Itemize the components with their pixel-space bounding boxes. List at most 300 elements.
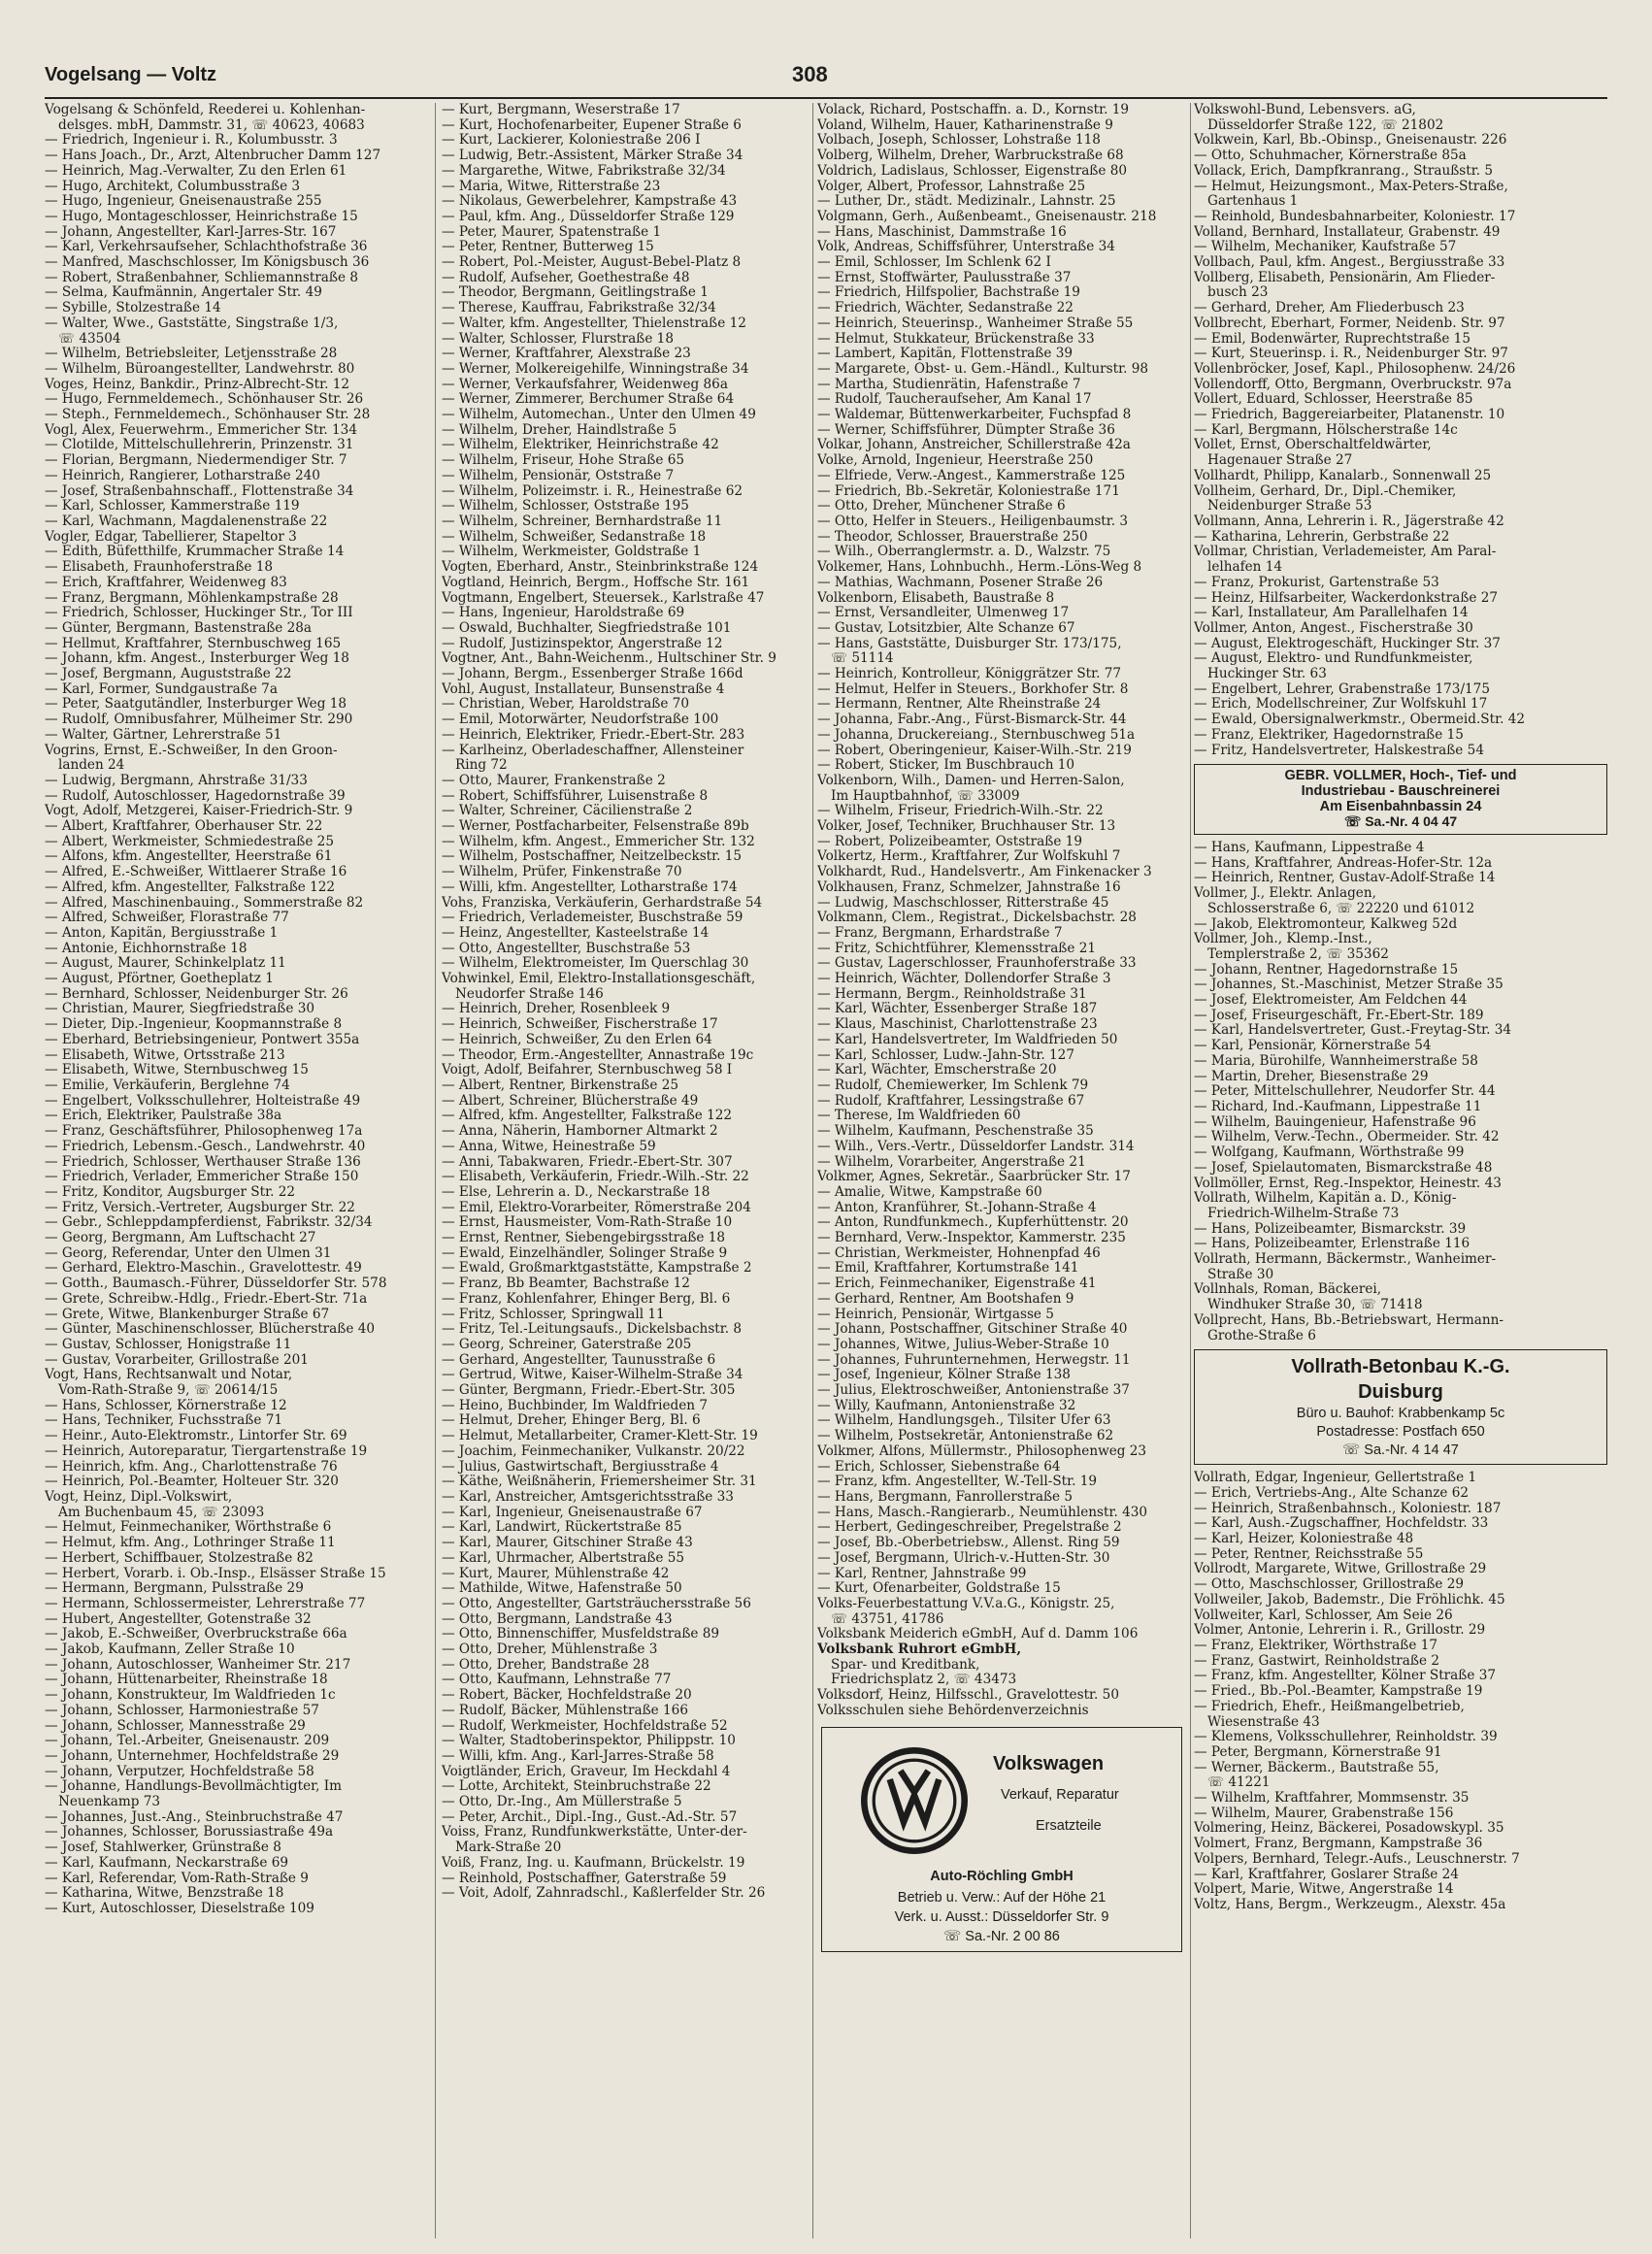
directory-entry: — Gerhard, Rentner, Am Bootshafen 9 <box>817 1291 1074 1307</box>
directory-entry: — Franz, kfm. Angestellter, W.-Tell-Str. 19 <box>817 1475 1098 1490</box>
directory-entry: — Wilhelm, Automechan., Unter den Ulmen 49 <box>442 408 756 423</box>
directory-entry: — Clotilde, Mittelschullehrerin, Prinzenstr. 31 <box>45 438 354 453</box>
directory-entry: — Wolfgang, Kaufmann, Wörthstraße 99 <box>1194 1145 1465 1161</box>
directory-entry: — Kurt, Hochofenarbeiter, Eupener Straße 6 <box>442 117 742 133</box>
directory-entry: — Erich, Schlosser, Siebenstraße 64 <box>817 1459 1061 1475</box>
directory-entry: — Wilhelm, Bauingenieur, Hafenstraße 96 <box>1194 1114 1476 1130</box>
directory-entry: Straße 30 <box>1207 1267 1274 1282</box>
directory-entry: — Richard, Ind.-Kaufmann, Lippestraße 11 <box>1194 1100 1482 1114</box>
directory-entry: — Franz, Elektriker, Hagedornstraße 15 <box>1194 727 1464 743</box>
directory-entry: — Albert, Schreiner, Blücherstraße 49 <box>442 1093 699 1109</box>
directory-entry: — Karl, Anstreicher, Amtsgerichtsstraße 33 <box>442 1489 734 1505</box>
directory-entry: — Herbert, Vorarb. i. Ob.-Insp., Elsässer Straße 15 <box>45 1566 386 1581</box>
directory-entry: — Friedrich, Verlademeister, Buschstraße 59 <box>442 911 743 926</box>
directory-entry: — Josef, Stahlwerker, Grünstraße 8 <box>45 1840 281 1856</box>
directory-entry: — Walter, kfm. Angestellter, Thielenstraße 12 <box>442 315 746 331</box>
directory-entry: — Gustav, Vorarbeiter, Grillostraße 201 <box>45 1352 309 1368</box>
directory-entry: — Werner, Verkaufsfahrer, Weidenweg 86a <box>442 377 728 392</box>
directory-entry: — Robert, Sticker, Im Buschbrauch 10 <box>817 758 1075 774</box>
directory-entry: — Johann, Verputzer, Hochfeldstraße 58 <box>45 1764 314 1779</box>
directory-entry: Vogt, Hans, Rechtsanwalt und Notar, <box>45 1368 293 1383</box>
directory-entry: — Fried., Bb.-Pol.-Beamter, Kampstraße 19 <box>1194 1684 1483 1700</box>
directory-entry: — Mathilde, Witwe, Hafenstraße 50 <box>442 1581 682 1597</box>
directory-entry: Volks-Feuerbestattung V.V.a.G., Königstr. 25, <box>817 1596 1115 1611</box>
directory-entry: — Emil, Kraftfahrer, Kortumstraße 141 <box>817 1261 1079 1276</box>
directory-entry: — Johannes, Fuhrunternehmen, Herwegstr. 11 <box>817 1352 1131 1368</box>
directory-entry: — Martha, Studienrätin, Hafenstraße 7 <box>817 377 1081 392</box>
directory-entry: — Anna, Witwe, Heinestraße 59 <box>442 1139 656 1154</box>
directory-entry: — Johann, Hüttenarbeiter, Rheinstraße 18 <box>45 1673 328 1688</box>
directory-entry: — Anton, Kranführer, St.-Johann-Straße 4 <box>817 1200 1097 1215</box>
directory-entry: — Josef, Spielautomaten, Bismarckstraße 48 <box>1194 1160 1493 1176</box>
directory-entry: — Theodor, Erm.-Angestellter, Annastraße 19c <box>442 1047 754 1063</box>
directory-entry: — Georg, Schreiner, Gaterstraße 205 <box>442 1337 692 1352</box>
column-2 <box>442 103 809 2238</box>
directory-entry: Voiß, Franz, Ing. u. Kaufmann, Brückelstr. 19 <box>442 1855 745 1871</box>
directory-entry: — Heinrich, Autoreparatur, Tiergartenstraße 19 <box>45 1443 368 1459</box>
directory-entry: — Hellmut, Kraftfahrer, Sternbuschweg 165 <box>45 636 342 651</box>
directory-entry: Mark-Straße 20 <box>455 1840 562 1856</box>
directory-entry: — Franz, Bb Beamter, Bachstraße 12 <box>442 1276 690 1292</box>
directory-entry: — Wilh., Vers.-Vertr., Düsseldorfer Landstr. 314 <box>817 1139 1135 1154</box>
directory-entry: — Hermann, Rentner, Alte Rheinstraße 24 <box>817 697 1102 713</box>
directory-entry: — Grete, Schreibw.-Hdlg., Friedr.-Ebert-Str. 71a <box>45 1291 368 1307</box>
directory-entry: — Johann, kfm. Angest., Insterburger Weg 18 <box>45 651 349 667</box>
directory-entry: — Walter, Wwe., Gaststätte, Singstraße 1/3, <box>45 315 339 331</box>
directory-entry: Volmer, Antonie, Lehrerin i. R., Grillostr. 29 <box>1194 1623 1486 1639</box>
directory-entry: — Hugo, Architekt, Columbusstraße 3 <box>45 179 301 194</box>
directory-entry: Volkmer, Agnes, Sekretär., Saarbrücker Str. 17 <box>817 1170 1131 1185</box>
directory-entry: — Ernst, Hausmeister, Vom-Rath-Straße 10 <box>442 1215 733 1231</box>
column-4-entries-a <box>1194 103 1607 758</box>
directory-entry: — Jakob, Elektromonteur, Kalkweg 52d <box>1194 916 1458 932</box>
directory-entry: — Heinrich, Elektriker, Friedr.-Ebert-Str. 283 <box>442 727 745 743</box>
directory-entry: — Anna, Näherin, Hamborner Altmarkt 2 <box>442 1124 718 1140</box>
directory-entry: — Otto, Binnenschiffer, Musfeldstraße 89 <box>442 1627 720 1642</box>
directory-entry: — Johanna, Fabr.-Ang., Fürst-Bismarck-Str. 44 <box>817 713 1127 728</box>
directory-entry: — Hans, Polizeibeamter, Bismarckstr. 39 <box>1194 1221 1467 1237</box>
directory-entry: Vollrodt, Margarete, Witwe, Grillostraße 29 <box>1194 1562 1487 1577</box>
directory-entry: — Friedrich, Wächter, Sedanstraße 22 <box>817 301 1074 316</box>
directory-entry: Volkwein, Karl, Bb.-Obinsp., Gneisenaustr. 226 <box>1194 133 1507 149</box>
directory-entry: — Karl, Kraftfahrer, Goslarer Straße 24 <box>1194 1867 1459 1882</box>
directory-entry: — Heinrich, Steuerinsp., Wanheimer Straße 55 <box>817 315 1134 331</box>
directory-entry: — Johannes, St.-Maschinist, Metzer Straße 35 <box>1194 978 1503 993</box>
directory-entry: — Hans, Schlosser, Körnerstraße 12 <box>45 1398 287 1413</box>
column-1 <box>45 103 423 2238</box>
directory-entry: Vogten, Eberhard, Anstr., Steinbrinkstraße 124 <box>442 560 759 576</box>
column-4-entries-c <box>1194 1471 1607 1912</box>
ad-company: Vollrath-Betonbau K.-G. <box>1291 1356 1510 1378</box>
directory-entry: — Walter, Schreiner, Cäcilienstraße 2 <box>442 804 693 819</box>
directory-entry: Volkemer, Hans, Lohnbuchh., Herm.-Löns-Weg 8 <box>817 560 1142 576</box>
directory-entry: — Antonie, Eichhornstraße 18 <box>45 941 248 956</box>
directory-entry: Volk, Andreas, Schiffsführer, Unterstraße 34 <box>817 240 1115 255</box>
directory-entry: Volpert, Marie, Witwe, Angerstraße 14 <box>1194 1882 1454 1898</box>
directory-entry: — Fritz, Handelsvertreter, Halskestraße 54 <box>1194 743 1484 758</box>
directory-entry: — Helmut, Dreher, Ehinger Berg, Bl. 6 <box>442 1413 701 1429</box>
directory-entry: Windhuker Straße 30, ☏ 71418 <box>1207 1298 1423 1313</box>
directory-entry: Vollmer, Joh., Klemp.-Inst., <box>1194 932 1372 947</box>
directory-entry: Vogelsang & Schönfeld, Reederei u. Kohlenhan- <box>45 103 366 117</box>
directory-entry: — Jakob, Kaufmann, Zeller Straße 10 <box>45 1642 295 1658</box>
directory-entry: Vollmar, Christian, Verlademeister, Am Paral- <box>1194 545 1497 560</box>
directory-entry: Vogtmann, Engelbert, Steuersek., Karlstraße 47 <box>442 590 765 606</box>
directory-entry: — Gebr., Schleppdampferdienst, Fabrikstr. 32/34 <box>45 1215 373 1231</box>
directory-entry: — Johann, Postschaffner, Gitschiner Straße 40 <box>817 1322 1128 1338</box>
directory-entry: — Johann, Schlosser, Harmoniestraße 57 <box>45 1703 319 1718</box>
directory-entry: Wiesenstraße 43 <box>1207 1714 1320 1730</box>
directory-entry: — Peter, Rentner, Reichsstraße 55 <box>1194 1546 1424 1562</box>
directory-entry: — Fritz, Schichtführer, Klemensstraße 21 <box>817 941 1097 956</box>
directory-entry: — Johanne, Handlungs-Bevollmächtigter, Im <box>45 1779 343 1795</box>
directory-entry: — Friedrich, Bb.-Sekretär, Koloniestraße 171 <box>817 483 1120 499</box>
directory-entry: — Hermann, Schlossermeister, Lehrerstraße 77 <box>45 1596 366 1611</box>
directory-entry: — Amalie, Witwe, Kampstraße 60 <box>817 1184 1042 1200</box>
directory-entry: — Otto, Dreher, Münchener Straße 6 <box>817 499 1066 514</box>
directory-entry: Volgmann, Gerh., Außenbeamt., Gneisenaustr. 218 <box>817 209 1157 224</box>
directory-entry: — Eberhard, Betriebsingenieur, Pontwert 355a <box>45 1032 360 1047</box>
directory-entry: Volkenborn, Elisabeth, Baustraße 8 <box>817 590 1055 606</box>
directory-entry: Volkertz, Herm., Kraftfahrer, Zur Wolfskuhl 7 <box>817 849 1121 865</box>
directory-entry: — Wilhelm, Postschaffner, Neitzelbeckstr. 15 <box>442 849 743 865</box>
directory-entry: — Käthe, Weißnäherin, Friemersheimer Str. 31 <box>442 1475 757 1490</box>
directory-entry: Volger, Albert, Professor, Lahnstraße 25 <box>817 179 1086 194</box>
directory-entry: — Georg, Bergmann, Am Luftschacht 27 <box>45 1231 316 1246</box>
directory-entry: Vollberg, Elisabeth, Pensionärin, Am Flieder- <box>1194 270 1496 285</box>
directory-entry: — Walter, Schlosser, Flurstraße 18 <box>442 331 674 347</box>
directory-entry: — Therese, Im Waldfrieden 60 <box>817 1109 1021 1124</box>
vw-company: Auto-Röchling GmbH <box>930 1868 1074 1884</box>
directory-entry: Volkhausen, Franz, Schmelzer, Jahnstraße 16 <box>817 879 1121 895</box>
directory-entry: — Karl, Wächter, Emscherstraße 20 <box>817 1063 1057 1078</box>
directory-entry: — Robert, Polizeibeamter, Oststraße 19 <box>817 834 1082 849</box>
directory-entry: — Friedrich, Baggereiarbeiter, Platanenstr. 10 <box>1194 408 1505 423</box>
directory-entry: — Wilhelm, Friseur, Hohe Straße 65 <box>442 453 685 469</box>
directory-entry: — August, Elektrogeschäft, Huckinger Str. 37 <box>1194 636 1501 651</box>
directory-entry: — Fritz, Versich.-Vertreter, Augsburger Str. 22 <box>45 1200 355 1215</box>
directory-entry: — Emil, Bodenwärter, Ruprechtstraße 15 <box>1194 331 1470 347</box>
directory-entry: — Wilhelm, Elektriker, Heinrichstraße 42 <box>442 438 719 453</box>
header-rule <box>45 97 1607 99</box>
running-head: Vogelsang — Voltz <box>45 64 217 85</box>
directory-entry: — Wilhelm, Friseur, Friedrich-Wilh.-Str. 22 <box>817 804 1104 819</box>
directory-entry: Volke, Arnold, Ingenieur, Heerstraße 250 <box>817 453 1094 469</box>
directory-entry: Vollbrecht, Eberhart, Former, Neidenb. Str. 97 <box>1194 315 1505 331</box>
directory-entry: — Wilhelm, Kaufmann, Peschenstraße 35 <box>817 1124 1094 1140</box>
directory-entry: Vollack, Erich, Dampfkranrang., Straußstr. 5 <box>1194 163 1494 179</box>
directory-entry: — Karl, Handelsvertreter, Im Waldfrieden 50 <box>817 1032 1118 1047</box>
directory-entry: — Hans, Kraftfahrer, Andreas-Hofer-Str. 12a <box>1194 855 1493 871</box>
directory-entry: — Rudolf, Omnibusfahrer, Mülheimer Str. 290 <box>45 713 353 728</box>
directory-entry: — Josef, Straßenbahnschaff., Flottenstraße 34 <box>45 483 354 499</box>
directory-entry: — August, Pförtner, Goetheplatz 1 <box>45 972 274 987</box>
directory-entry: — Johann, Unternehmer, Hochfeldstraße 29 <box>45 1748 340 1764</box>
directory-entry: Voigt, Adolf, Beifahrer, Sternbuschweg 58 I <box>442 1063 733 1078</box>
directory-entry: — Werner, Kraftfahrer, Alexstraße 23 <box>442 347 691 362</box>
directory-entry: — August, Elektro- und Rundfunkmeister, <box>1194 651 1473 667</box>
directory-entry: — Helmut, Feinmechaniker, Wörthstraße 6 <box>45 1520 332 1536</box>
directory-entry: — Rudolf, Bäcker, Mühlenstraße 166 <box>442 1703 688 1718</box>
directory-entry: — Erich, Feinmechaniker, Eigenstraße 41 <box>817 1276 1097 1292</box>
directory-entry: — Johann, Angestellter, Karl-Jarres-Str. 167 <box>45 224 337 240</box>
directory-entry: — Katharina, Lehrerin, Gerbstraße 22 <box>1194 529 1450 545</box>
directory-entry: — Bernhard, Verw.-Inspektor, Kammerstr. 235 <box>817 1231 1126 1246</box>
directory-entry: Voldrich, Ladislaus, Schlosser, Eigenstraße 80 <box>817 163 1128 179</box>
column-3-entries <box>817 103 1186 1719</box>
directory-entry: — Willi, kfm. Angestellter, Lotharstraße 174 <box>442 879 738 895</box>
directory-entry: — Joachim, Feinmechaniker, Vulkanstr. 20/22 <box>442 1443 745 1459</box>
directory-entry: — Wilhelm, Schweißer, Sedanstraße 18 <box>442 529 707 545</box>
directory-entry: — Karl, Pensionär, Körnerstraße 54 <box>1194 1039 1432 1054</box>
directory-entry: — Hermann, Bergmann, Pulsstraße 29 <box>45 1581 304 1597</box>
directory-entry: — Karl, Bergmann, Hölscherstraße 14c <box>1194 422 1458 438</box>
directory-entry: — Anton, Kapitän, Bergiusstraße 1 <box>45 925 279 941</box>
directory-entry: — Karl, Kaufmann, Neckarstraße 69 <box>45 1855 289 1871</box>
directory-entry: busch 23 <box>1207 285 1269 301</box>
directory-entry: — Robert, Schiffsführer, Luisenstraße 8 <box>442 788 709 804</box>
column-divider <box>435 103 436 2238</box>
directory-entry: — Otto, Angestellter, Buschstraße 53 <box>442 941 691 956</box>
directory-entry: — Elisabeth, Witwe, Ortsstraße 213 <box>45 1047 285 1063</box>
directory-entry: — Josef, Bb.-Oberbetriebsw., Allenst. Ring 59 <box>817 1536 1120 1551</box>
ad-line: Industriebau - Bauschreinerei <box>1301 782 1501 799</box>
directory-entry: — Franz, Geschäftsführer, Philosophenweg 17a <box>45 1124 363 1140</box>
directory-entry: — Engelbert, Volksschullehrer, Holteistraße 49 <box>45 1093 361 1109</box>
directory-entry: Voiss, Franz, Rundfunkwerkstätte, Unter-der- <box>442 1825 747 1840</box>
directory-entry: — Walter, Stadtoberinspektor, Philippstr. 10 <box>442 1734 736 1749</box>
directory-entry: — Heinrich, kfm. Ang., Charlottenstraße 76 <box>45 1459 338 1475</box>
directory-entry: Schlosserstraße 6, ☏ 22220 und 61012 <box>1207 901 1475 916</box>
directory-entry: — Karl, Installateur, Am Parallelhafen 14 <box>1194 606 1469 621</box>
directory-entry: Vollprecht, Hans, Bb.-Betriebswart, Hermann- <box>1194 1312 1504 1328</box>
directory-entry: Ring 72 <box>455 758 508 774</box>
directory-entry: — Hans Joach., Dr., Arzt, Altenbrucher Damm 127 <box>45 149 381 164</box>
directory-entry: Vohs, Franziska, Verkäuferin, Gerhardstraße 54 <box>442 895 763 911</box>
vw-address-2: Verk. u. Ausst.: Düsseldorfer Str. 9 <box>894 1908 1109 1925</box>
directory-entry: — Christian, Weber, Haroldstraße 70 <box>442 697 689 713</box>
directory-entry: Vom-Rath-Straße 9, ☏ 20614/15 <box>58 1383 279 1399</box>
directory-entry: — Elfriede, Verw.-Angest., Kammerstraße 125 <box>817 468 1126 483</box>
directory-entry: — Wilhelm, Prüfer, Finkenstraße 70 <box>442 865 682 880</box>
directory-entry: Vollrath, Wilhelm, Kapitän a. D., König- <box>1194 1191 1457 1207</box>
directory-entry: Vollheim, Gerhard, Dr., Dipl.-Chemiker, <box>1194 483 1457 499</box>
directory-entry: — Peter, Archit., Dipl.-Ing., Gust.-Ad.-Str. 57 <box>442 1809 738 1825</box>
directory-entry: — Otto, Dreher, Bandstraße 28 <box>442 1657 650 1673</box>
vw-address-1: Betrieb u. Verw.: Auf der Höhe 21 <box>897 1889 1107 1906</box>
directory-entry: Volack, Richard, Postschaffn. a. D., Kornstr. 19 <box>817 103 1130 117</box>
directory-entry: Vollmöller, Ernst, Reg.-Inspektor, Heinestr. 43 <box>1194 1176 1502 1191</box>
directory-entry: — Elisabeth, Fraunhoferstraße 18 <box>45 560 274 576</box>
directory-entry: — Katharina, Witwe, Benzstraße 18 <box>45 1886 284 1902</box>
directory-entry: Volmering, Heinz, Bäckerei, Posadowskypl. 35 <box>1194 1821 1504 1837</box>
directory-entry: — Hugo, Montageschlosser, Heinrichstraße 15 <box>45 209 358 224</box>
directory-entry: — Edith, Büfetthilfe, Krummacher Straße 14 <box>45 545 345 560</box>
directory-entry: delsges. mbH, Dammstr. 31, ☏ 40623, 40683 <box>58 117 365 133</box>
directory-entry: — Erich, Modellschreiner, Zur Wolfskuhl 17 <box>1194 697 1488 713</box>
directory-entry: — Elisabeth, Verkäuferin, Friedr.-Wilh.-Str. 22 <box>442 1170 749 1185</box>
directory-entry: — Florian, Bergmann, Niedermendiger Str. 7 <box>45 453 347 469</box>
directory-entry: — Julius, Gastwirtschaft, Bergiusstraße 4 <box>442 1459 719 1475</box>
directory-entry: — Anton, Rundfunkmech., Kupferhüttenstr. 20 <box>817 1215 1129 1231</box>
directory-entry: — Franz, Bergmann, Erhardstraße 7 <box>817 925 1063 941</box>
directory-entry: — Maria, Witwe, Ritterstraße 23 <box>442 179 661 194</box>
page-header <box>45 58 1607 97</box>
directory-entry: — Peter, Maurer, Spatenstraße 1 <box>442 224 662 240</box>
vw-parts: Ersatzteile <box>1036 1817 1102 1834</box>
directory-entry: — Ewald, Großmarktgaststätte, Kampstraße 2 <box>442 1261 752 1276</box>
directory-entry: Vollendorff, Otto, Bergmann, Overbruckstr. 97a <box>1194 377 1512 392</box>
directory-entry: Spar- und Kreditbank, <box>831 1657 980 1673</box>
directory-entry: — Ernst, Rentner, Siebengebirgsstraße 18 <box>442 1231 726 1246</box>
ad-phone: ☏ Sa.-Nr. 4 04 47 <box>1343 813 1458 830</box>
directory-entry: — Otto, Helfer in Steuers., Heiligenbaumstr. 3 <box>817 514 1129 529</box>
directory-entry: — Gertrud, Witwe, Kaiser-Wilhelm-Straße 34 <box>442 1368 743 1383</box>
directory-entry: — Manfred, Maschschlosser, Im Königsbusch 36 <box>45 255 370 271</box>
directory-entry: — Karl, Uhrmacher, Albertstraße 55 <box>442 1550 685 1566</box>
directory-entry: — Reinhold, Postschaffner, Gaterstraße 59 <box>442 1871 727 1886</box>
directory-entry: — Otto, Schuhmacher, Körnerstraße 85a <box>1194 149 1467 164</box>
directory-entry: Vollenbröcker, Josef, Kapl., Philosophenw. 24/26 <box>1194 361 1516 377</box>
directory-entry: Grothe-Straße 6 <box>1207 1328 1316 1343</box>
directory-entry: — Ewald, Obersignalwerkmstr., Obermeid.Str. 42 <box>1194 713 1526 728</box>
directory-entry: — Johann, Tel.-Arbeiter, Gneisenaustr. 209 <box>45 1734 330 1749</box>
directory-entry: — Ludwig, Bergmann, Ahrstraße 31/33 <box>45 773 308 788</box>
directory-entry: — Fritz, Tel.-Leitungsaufs., Dickelsbachstr. 8 <box>442 1322 743 1338</box>
directory-entry: — Theodor, Schlosser, Brauerstraße 250 <box>817 529 1088 545</box>
directory-entry: — Willy, Kaufmann, Antonienstraße 32 <box>817 1398 1076 1413</box>
directory-entry: — Martin, Dreher, Biesenstraße 29 <box>1194 1069 1429 1084</box>
directory-entry: — Alfred, E.-Schweißer, Wittlaerer Straße 16 <box>45 865 347 880</box>
directory-entry: — Friedrich, Schlosser, Huckinger Str., Tor III <box>45 606 353 621</box>
directory-entry: — Theodor, Bergmann, Geitlingstraße 1 <box>442 285 709 301</box>
directory-entry: Am Buchenbaum 45, ☏ 23093 <box>58 1505 265 1520</box>
directory-entry: — Wilhelm, Vorarbeiter, Angerstraße 21 <box>817 1154 1086 1170</box>
directory-entry: Vohwinkel, Emil, Elektro-Installationsgeschäft, <box>442 972 756 987</box>
directory-entry: — Johannes, Schlosser, Borussiastraße 49a <box>45 1825 334 1840</box>
directory-entry: — Elisabeth, Witwe, Sternbuschweg 15 <box>45 1063 309 1078</box>
directory-entry: — Wilhelm, Handlungsgeh., Tilsiter Ufer 63 <box>817 1413 1111 1429</box>
directory-entry: — Emilie, Verkäuferin, Berglehne 74 <box>45 1078 290 1093</box>
directory-entry: — Oswald, Buchhalter, Siegfriedstraße 101 <box>442 620 732 636</box>
directory-entry: — Otto, Dr.-Ing., Am Müllerstraße 5 <box>442 1795 682 1810</box>
directory-entry: — Günter, Bergmann, Friedr.-Ebert-Str. 305 <box>442 1383 736 1399</box>
directory-entry: — Hermann, Bergm., Reinholdstraße 31 <box>817 986 1087 1002</box>
directory-entry: — Werner, Zimmerer, Berchumer Straße 64 <box>442 392 735 408</box>
directory-entry: — Franz, kfm. Angestellter, Kölner Straße 37 <box>1194 1669 1497 1684</box>
directory-entry: — Klemens, Volksschullehrer, Reinholdstr. 39 <box>1194 1730 1498 1745</box>
directory-entry: — Otto, Maurer, Frankenstraße 2 <box>442 773 666 788</box>
directory-entry: — Josef, Bergmann, Auguststraße 22 <box>45 667 292 682</box>
directory-entry: — Karl, Former, Sundgaustraße 7a <box>45 681 278 697</box>
directory-entry: — Wilhelm, Postsekretär, Antonienstraße 62 <box>817 1429 1114 1444</box>
directory-entry: Gartenhaus 1 <box>1207 194 1299 210</box>
directory-entry: — Johann, Konstrukteur, Im Waldfrieden 1c <box>45 1688 336 1704</box>
directory-entry: — Reinhold, Bundesbahnarbeiter, Koloniestr. 17 <box>1194 209 1516 224</box>
page-number: 308 <box>792 62 828 86</box>
directory-entry: — Rudolf, Justizinspektor, Angerstraße 12 <box>442 636 723 651</box>
vollrath-betonbau-ad <box>1194 1349 1607 1465</box>
directory-entry: — Herbert, Gedingeschreiber, Pregelstraße 2 <box>817 1520 1122 1536</box>
directory-entry: — Kurt, Maurer, Mühlenstraße 42 <box>442 1566 670 1581</box>
directory-entry: — Helmut, Metallarbeiter, Cramer-Klett-Str. 19 <box>442 1429 758 1444</box>
directory-entry: Volpers, Bernhard, Telegr.-Aufs., Leuschnerstr. 7 <box>1194 1851 1520 1867</box>
directory-entry: — Albert, Kraftfahrer, Oberhauser Str. 22 <box>45 819 323 835</box>
directory-entry: Vogt, Adolf, Metzgerei, Kaiser-Friedrich-Str. 9 <box>45 804 353 819</box>
directory-entry: — Wilhelm, Pensionär, Oststraße 7 <box>442 468 675 483</box>
column-divider <box>812 103 813 2238</box>
directory-entry: Düsseldorfer Straße 122, ☏ 21802 <box>1207 117 1444 133</box>
directory-entry: Vollmer, J., Elektr. Anlagen, <box>1194 886 1376 902</box>
directory-entry: Volker, Josef, Techniker, Bruchhauser Str. 13 <box>817 819 1116 835</box>
directory-entry: — Otto, Bergmann, Landstraße 43 <box>442 1611 673 1627</box>
directory-entry: — Anni, Tabakwaren, Friedr.-Ebert-Str. 307 <box>442 1154 733 1170</box>
directory-entry: Volksbank Ruhrort eGmbH, <box>817 1642 1022 1658</box>
directory-entry: — Josef, Ingenieur, Kölner Straße 138 <box>817 1368 1071 1383</box>
directory-entry: — Werner, Bäckerm., Bautstraße 55, <box>1194 1760 1439 1775</box>
directory-entry: Volksbank Meiderich eGmbH, Auf d. Damm 106 <box>817 1627 1139 1642</box>
directory-entry: — Wilhelm, Schlosser, Oststraße 195 <box>442 499 689 514</box>
directory-entry: — Kurt, Bergmann, Weserstraße 17 <box>442 103 680 117</box>
directory-entry: — Luther, Dr., städt. Medizinalr., Lahnstr. 25 <box>817 194 1116 210</box>
directory-entry: Vollbach, Paul, kfm. Angest., Bergiusstraße 33 <box>1194 255 1505 271</box>
directory-entry: — Franz, Kohlenfahrer, Ehinger Berg, Bl. 6 <box>442 1291 731 1307</box>
directory-entry: ☏ 43751, 41786 <box>831 1611 944 1627</box>
directory-entry: — Alfred, Schweißer, Florastraße 77 <box>45 911 289 926</box>
directory-entry: Vogl, Alex, Feuerwehrm., Emmericher Str. 134 <box>45 422 357 438</box>
directory-entry: — Karl, Landwirt, Rückertstraße 85 <box>442 1520 682 1536</box>
ad-line: Büro u. Bauhof: Krabbenkamp 5c <box>1296 1406 1505 1422</box>
directory-entry: — Ernst, Stoffwärter, Paulusstraße 37 <box>817 270 1072 285</box>
directory-entry: — Karl, Wächter, Essenberger Straße 187 <box>817 1002 1098 1017</box>
directory-entry: — Wilhelm, Verw.-Techn., Obermeider. Str. 42 <box>1194 1130 1500 1145</box>
directory-entry: — Alfred, kfm. Angestellter, Falkstraße 122 <box>45 879 336 895</box>
directory-entry: — Ernst, Versandleiter, Ulmenweg 17 <box>817 606 1070 621</box>
directory-entry: Vollmann, Anna, Lehrerin i. R., Jägerstraße 42 <box>1194 514 1504 529</box>
directory-entry: — Heinz, Hilfsarbeiter, Wackerdonkstraße 27 <box>1194 590 1499 606</box>
directory-entry: — Karl, Schlosser, Kammerstraße 119 <box>45 499 300 514</box>
directory-entry: — Wilhelm, Betriebsleiter, Letjensstraße 28 <box>45 347 338 362</box>
column-4-entries-b <box>1194 841 1607 1343</box>
directory-entry: — Josef, Friseurgeschäft, Fr.-Ebert-Str. 189 <box>1194 1008 1484 1023</box>
vw-services: Verkauf, Reparatur <box>1001 1786 1119 1803</box>
vw-logo-icon <box>861 1747 968 1854</box>
directory-entry: — Friedrich, Ehefr., Heißmangelbetrieb, <box>1194 1699 1465 1714</box>
directory-entry: Vogtland, Heinrich, Bergm., Hoffsche Str. 161 <box>442 575 750 590</box>
directory-entry: — Dieter, Dip.-Ingenieur, Koopmannstraße 8 <box>45 1017 343 1033</box>
directory-entry: — Otto, Dreher, Mühlenstraße 3 <box>442 1642 658 1658</box>
directory-entry: ☏ 43504 <box>58 331 121 347</box>
directory-entry: Vollet, Ernst, Oberschaltfeldwärter, <box>1194 438 1432 453</box>
directory-entry: — Wilhelm, Maurer, Grabenstraße 156 <box>1194 1806 1454 1821</box>
directory-entry: Vollrath, Edgar, Ingenieur, Gellertstraße 1 <box>1194 1471 1477 1486</box>
directory-entry: Vollert, Eduard, Schlosser, Heerstraße 85 <box>1194 392 1473 408</box>
directory-entry: — Hans, Kaufmann, Lippestraße 4 <box>1194 841 1425 856</box>
directory-entry: — Heinrich, Wächter, Dollendorfer Straße 3 <box>817 972 1111 987</box>
directory-entry: lelhafen 14 <box>1207 560 1283 576</box>
directory-entry: — Heinrich, Rangierer, Lotharstraße 240 <box>45 468 320 483</box>
directory-entry: — Hans, Bergmann, Fanrollerstraße 5 <box>817 1489 1074 1505</box>
directory-entry: — Wilhelm, Mechaniker, Kaufstraße 57 <box>1194 240 1457 255</box>
directory-entry: — Rudolf, Aufseher, Goethestraße 48 <box>442 270 690 285</box>
directory-entry: Volksschulen siehe Behördenverzeichnis <box>817 1703 1089 1718</box>
directory-entry: — Robert, Oberingenieur, Kaiser-Wilh.-Str. 219 <box>817 743 1132 758</box>
gebr-vollmer-ad <box>1194 764 1607 835</box>
directory-entry: — Erich, Kraftfahrer, Weidenweg 83 <box>45 575 287 590</box>
directory-entry: — Karl, Heizer, Koloniestraße 48 <box>1194 1532 1414 1547</box>
directory-entry: — Heinz, Angestellter, Kasteelstraße 14 <box>442 925 710 941</box>
directory-entry: — Emil, Schlosser, Im Schlenk 62 I <box>817 255 1051 271</box>
